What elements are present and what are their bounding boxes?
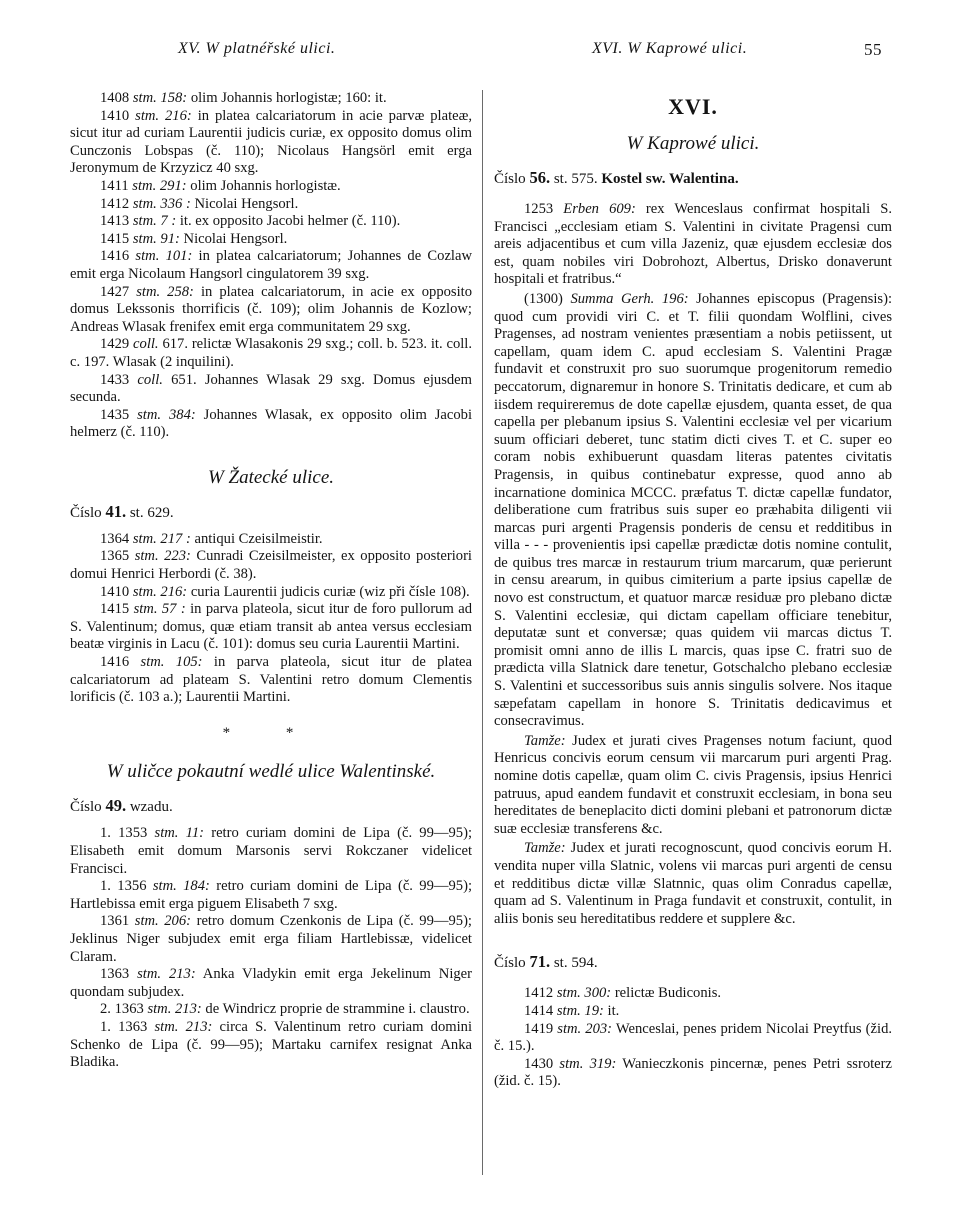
cislo-label: Číslo (494, 171, 526, 187)
entry (70, 248, 472, 283)
entry (70, 913, 472, 966)
entry-text: it. (603, 1002, 620, 1019)
column-divider (482, 90, 483, 1175)
cislo-number: 49. (105, 796, 127, 816)
entry-ref: 1416 stm. 101: (100, 248, 193, 265)
entry-ref: 1435 stm. 384: (100, 406, 196, 423)
entry-text: Judex et jurati cives Pragenses notum faciunt, quod Henricus concivis eorum censum vii marcarum puri argenti Prag. nomine dotis capellæ, quam olim C. civis Pragensis, ipsius Henrici patruus, apud eandem fundavit et construxit ecclesiam, in bona seu hereditates de beneplacito dicti domini plebani et patronorum dictæ suæ ecclesiæ transferens &c. (494, 732, 892, 837)
entry (70, 1019, 472, 1072)
entry-text: relictæ Budiconis. (611, 985, 722, 1002)
entry-text: it. ex opposito Jacobi helmer (č. 110). (176, 213, 401, 230)
entry (70, 1001, 472, 1019)
entry-ref: Tamže: (524, 840, 566, 857)
section-title-zatecka: W Žatecké ulice. (207, 466, 335, 488)
cislo-71-heading (494, 952, 892, 973)
cislo-label: Číslo (70, 504, 102, 521)
entry-text: 617. relictæ Wlasakonis 29 sxg.; coll. b. 523. it. coll. c. 197. Wlasak (2 inquilini). (70, 336, 473, 370)
entry-text: circa S. Valentinum retro curiam domini Schenko de Lipa (č. 99—95); Martaku carnifex resignat Anka Bladika. (70, 1018, 472, 1071)
entry (494, 291, 892, 731)
entry-text: Johannes episcopus (Pragensis): quod cum providi viri C. et T. filii quondam Wolflini, cives Pragenses, ad nostram venientes præsentiam a nobis petiissent, ut capellam, quam idem C. apud ecclesiam S. Valentini Pragæ fundavit et construxit pro suo suorumque progenitorum remedio peccatorum, dignaremur in honore S. Trinitatis dedicare, et cum ab iisdem requireremus de dote capellæ ejusdem, quanta esset, de qua capella per plebanum ipsius S. Valentini ecclesiæ vel per vicarium suum officiari deberet, tunc statim dicti cives T. et C. super eo coram nobis exhibuerunt quasdam literas patentes civitatis Pragensis, in quibus continebatur expresse, quod anno ab incarnatione dominica MCCC. præfatus T. dictæ capellæ fundator, deliberatione cum fratribus suis super eo præhabita diligenti vii marcas puri argenti Pragensis ponderis de censu et redditibus in villa - - - provenientis ipsi capellæ prædictæ dotis nomine contulit, de quibus tres marcæ in restaurum trium marcarum, quæ perierunt in censu arearum, in quibus cimiterium a parte ipsius capellæ de novo est constructum, et quatuor marcæ residuæ pro plebano dictæ S. Valentini ecclesiæ, qui dictam capellam officiare tenebitur, deputatæ sunt et conversæ; quas quidem vii marcas dictus T. promisit omni anno de illis L marcis, quas ipse C. fratri suo de prædicta villa Slatnick dare tenetur, Gotschalcho plebano ecclesiæ S. Valentini et successoribus suis annis singulis solvere. Nos itaque sæpefatam capellam in honore S. Trinitatis dedicavimus et consecravimus. (494, 290, 892, 730)
entry-ref: 1410 stm. 216: (100, 583, 188, 600)
entry (70, 90, 472, 108)
entry-text: retro domum Czenkonis de Lipa (č. 99—95); Jeklinus Niger subjudex emit erga filiam Hartlebissæ, videlicet Claram. (70, 913, 472, 965)
cislo-label: Číslo (494, 955, 526, 972)
entry (70, 966, 472, 1001)
entries-block-3 (70, 825, 472, 1071)
section-title-kaprowa: W Kaprowé ulici. (626, 133, 760, 154)
entry-ref: 1363 stm. 213: (100, 966, 196, 983)
entry-ref: 1415 stm. 57 : (100, 601, 186, 618)
entry (70, 231, 472, 249)
entry-ref: 1412 stm. 300: (524, 985, 612, 1002)
entry-ref: 1412 stm. 336 : (100, 195, 191, 212)
entry-text: Cunradi Czeisilmeister, ex opposito posteriori domui Henrici Herbordi (č. 38). (70, 548, 472, 583)
entry-ref: 1427 stm. 258: (100, 283, 194, 300)
entry-text: in platea calcariatorum, in acie ex opposito domus Lekssonis thorrificis (č. 109); olim Johannis de Kozlow; Andreas Wlasak frenifex emit erga communitatem 29 sxg. (70, 283, 473, 335)
entry-text: retro curiam domini de Lipa (č. 99—95); Hartlebissa emit erga piguem Elisabeth 7 sxg. (70, 878, 473, 912)
entry-text: 651. Johannes Wlasak 29 sxg. Domus ejusdem secunda. (70, 371, 473, 406)
entry-text: in parva plateola, sicut itur de platea calcariatorum ad plateam S. Valentini retro domum Clementis lorificis (č. 103 a.); Laurentii Martini. (70, 654, 472, 706)
entry (70, 196, 472, 214)
cislo-41-heading (70, 502, 472, 523)
church-title: Kostel sw. Walentina. (601, 171, 739, 187)
entry-text: Wanieczkonis pincernæ, penes Petri ssroterz (žid. č. 15). (494, 1055, 892, 1090)
entry (494, 733, 892, 839)
cislo-number: 41. (105, 501, 127, 521)
entry (70, 878, 472, 913)
entry-text: Nicolai Hengsorl. (190, 195, 299, 212)
entry-ref: 1416 stm. 105: (100, 654, 203, 671)
entry-ref: 1414 stm. 19: (524, 1002, 604, 1019)
section-separator: * * (222, 724, 320, 741)
entry-text: rex Wenceslaus confirmat hospitali S. Francisci „ecclesiam etiam S. Valentini in civitate Pragensi cum areis adjacentibus et cum villa Jazeniz, quæ ejusdem ecclesiæ dos est, quam nobiles viri Dobrohozt, Albertus, Drisko donaverunt hospitali et fratribus.“ (494, 201, 892, 288)
entry-text: Johannes Wlasak, ex opposito olim Jacobi helmerz (č. 110). (70, 406, 473, 441)
entry-ref: 1253 Erben 609: (524, 201, 636, 217)
entry (494, 985, 892, 1003)
entry-ref: 1413 stm. 7 : (100, 213, 177, 230)
entry-text: Nicolai Hengsorl. (179, 230, 288, 247)
cislo-56-heading (494, 168, 892, 189)
running-head-left: XV. W platnéřské ulici. (178, 40, 336, 57)
entry-ref: 1415 stm. 91: (100, 230, 180, 247)
cislo-49-heading (70, 796, 472, 817)
entry (70, 407, 472, 442)
entry (494, 1021, 892, 1056)
page-number: 55 (864, 40, 882, 59)
cislo-st: wzadu. (126, 799, 173, 816)
entries-block-4 (494, 201, 892, 928)
entry (494, 1056, 892, 1091)
entry-text: in platea calcariatorum in acie parvæ plateæ, sicut itur ad curiam Laurentii judicis curiæ, ex opposito domus olim Cunczonis Lobspas (č. 110); Nicolaus Hangsörl emit erga Jeronymum de Krzyzicz 40 sxg. (70, 107, 472, 177)
entry-text: olim Johannis horlogistæ; 160: it. (187, 90, 387, 106)
entry-ref: 1429 coll. (100, 336, 159, 353)
entry (70, 584, 472, 602)
cislo-label: Číslo (70, 799, 102, 816)
entry (70, 825, 472, 878)
entry-ref: 1411 stm. 291: (100, 177, 187, 194)
cislo-st: st. 629. (126, 504, 174, 521)
entries-block-2 (70, 531, 472, 707)
entry-ref: 1. 1356 stm. 184: (100, 878, 210, 895)
entry-ref: 1361 stm. 206: (100, 913, 192, 930)
entry-ref: 1419 stm. 203: (524, 1020, 613, 1037)
entry (70, 601, 472, 654)
cislo-st: st. 575. (550, 171, 602, 187)
entry-text: Anka Vladykin emit erga Jekelinum Niger quondam subjudex. (70, 966, 473, 1000)
entry-text: curia Laurentii judicis curiæ (wiz při čísle 108). (187, 583, 470, 600)
entry (494, 1003, 892, 1021)
entry (70, 548, 472, 583)
entries-block-5 (494, 985, 892, 1091)
cislo-number: 56. (529, 168, 551, 187)
section-numeral: XVI. (668, 94, 718, 119)
entry (70, 531, 472, 549)
entry-ref: 1410 stm. 216: (100, 107, 192, 124)
entry-ref: 1364 stm. 217 : (100, 530, 191, 547)
entry-text: retro curiam domini de Lipa (č. 99—95); Elisabeth emit domum Marsonis servi Rokczaner videlicet Francisci. (70, 825, 473, 877)
entry-ref: (1300) Summa Gerh. 196: (524, 290, 689, 307)
entry (70, 108, 472, 178)
entry (494, 840, 892, 928)
section-title-pokautni: W uličce pokautní wedlé ulice Walentinské. (106, 761, 436, 783)
entry-ref: 1. 1363 stm. 213: (100, 1018, 213, 1035)
entry-ref: 1430 stm. 319: (524, 1055, 617, 1072)
entry-text: Judex et jurati recognoscunt, quod concivis eorum H. vendita nuper villa Slatnic, volens vii marcas puri argenti de censu et redditibus dictæ villæ Slatnnic, quas olim Conradus capellæ, quam ad S. Valentinum in Praga fundavit et construxit, contulit, in aliis bonis seu hereditatibus reddere et supplere &c. (494, 840, 892, 927)
entry (70, 284, 472, 337)
entry (494, 201, 892, 289)
entry-ref: 1365 stm. 223: (100, 548, 191, 565)
entry (70, 213, 472, 231)
entry (70, 178, 472, 196)
entries-block-1 (70, 90, 472, 442)
entry (70, 336, 472, 371)
entry-ref: 1433 coll. (100, 371, 163, 388)
entry-text: in parva plateola, sicut itur de foro pullorum ad S. Valentinum; domus, quæ etiam transit ab antea versus ecclesiam beatæ virginis in Lacu (č. 101): domus seu curia Laurentii Martini. (70, 601, 472, 653)
entry-text: olim Johannis horlogistæ. (186, 177, 341, 194)
entry-text: in platea calcariatorum; Johannes de Cozlaw emit erga Nicolaum Hangsorl cingulatorem 39 sxg. (70, 248, 472, 282)
entry-ref: 1408 stm. 158: (100, 90, 188, 106)
cislo-number: 71. (529, 952, 551, 972)
running-head-right: XVI. W Kaprowé ulici. (592, 40, 748, 57)
entry-ref: 2. 1363 stm. 213: (100, 1001, 202, 1018)
cislo-st: st. 594. (550, 955, 598, 972)
entry-text: Wenceslai, penes pridem Nicolai Preytfus (žid. č. 15.). (494, 1020, 893, 1055)
entry-text: antiqui Czeisilmeistir. (190, 530, 323, 547)
left-column (70, 90, 472, 1072)
entry (70, 372, 472, 407)
entry-text: de Windricz proprie de strammine i. claustro. (201, 1001, 470, 1018)
entry (70, 654, 472, 707)
right-column (494, 90, 892, 1091)
entry-ref: 1. 1353 stm. 11: (100, 825, 205, 842)
entry-ref: Tamže: (524, 732, 566, 749)
